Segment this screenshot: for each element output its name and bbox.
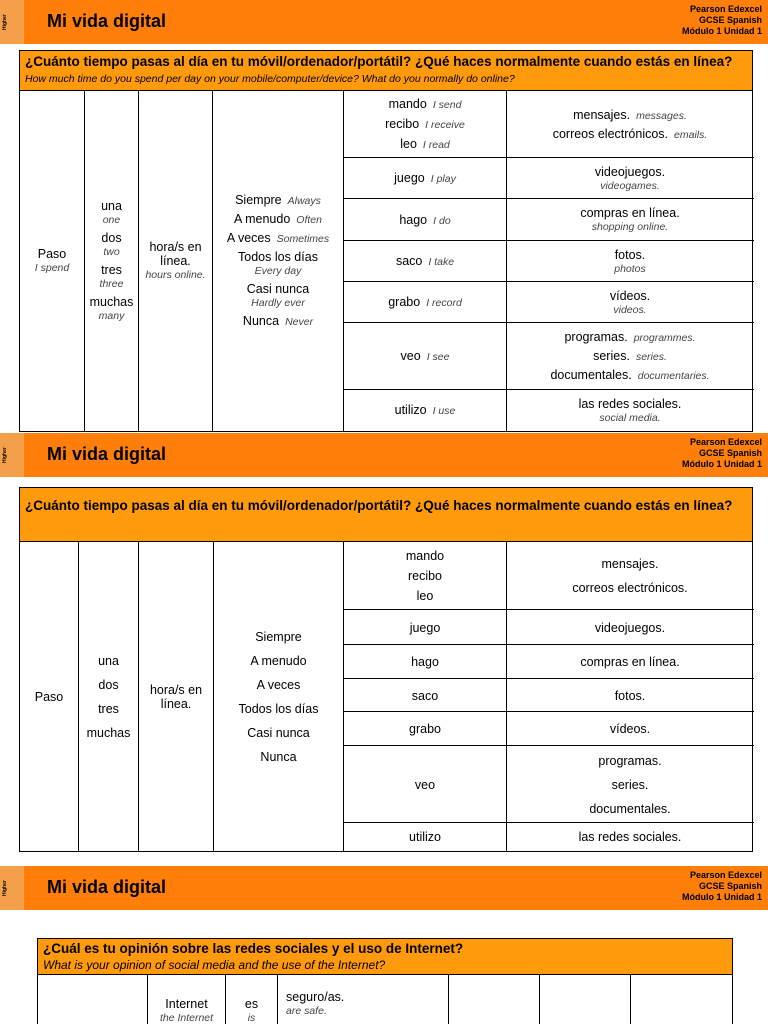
column-empty — [38, 975, 148, 1024]
verb-cell: mando recibo leo — [344, 542, 507, 610]
sentence-builder-1 — [19, 50, 753, 432]
column-subject: Internet the Internet — [148, 975, 226, 1024]
header-banner-1 — [0, 0, 768, 44]
verb-cell: saco — [344, 679, 507, 712]
verb-cell: utilizo I use — [344, 390, 507, 431]
sentence-grid — [20, 91, 752, 431]
row-divider — [344, 711, 754, 712]
row-divider — [344, 822, 754, 823]
row-divider — [344, 389, 754, 390]
object-cell: vídeos. — [609, 722, 651, 736]
row-divider — [344, 240, 754, 241]
row-divider — [344, 609, 754, 610]
verb-cell: grabo — [344, 712, 507, 746]
question-translation: How much time do you spend per day on your mobile/computer/device? What do you normally do online? — [25, 73, 515, 85]
object-cell: programas. programmes. series. series. documentales. documentaries. — [550, 330, 710, 382]
column-numbers: una dos tres muchas — [79, 542, 139, 851]
column-numbers: una one dos two tres three muchas many — [85, 91, 139, 431]
question-heading: ¿Cuánto tiempo pasas al día en tu móvil/ordenador/portátil? ¿Qué haces normalmente cuando estás en línea? How much time do you spend per day on your mobile/computer/device? What do you normally do online? — [20, 51, 752, 91]
header-banner-2 — [0, 433, 768, 477]
row-divider — [344, 198, 754, 199]
verb-cell: hago — [344, 645, 507, 679]
question-heading: ¿Cuál es tu opinión sobre las redes sociales y el uso de Internet? What is your opinion of social media and the use of the Internet? — [38, 939, 732, 975]
verb-cell: juego — [344, 610, 507, 645]
row-divider — [344, 281, 754, 282]
object-cell: fotos. photos — [614, 247, 646, 275]
row-divider — [344, 678, 754, 679]
level-label: Higher — [2, 14, 8, 30]
column-empty — [449, 975, 540, 1024]
verb-cell: utilizo — [344, 823, 507, 851]
header-banner-3 — [0, 866, 768, 910]
column-frequency: Siempre A menudo A veces Todos los días Casi nunca Nunca — [214, 542, 344, 851]
verb-cell: hago I do — [344, 199, 507, 241]
verb-cell: veo — [344, 746, 507, 823]
page-title: Mi vida digital — [47, 444, 167, 464]
object-cell: programas. series. documentales. — [589, 753, 671, 816]
row-divider — [344, 157, 754, 158]
column-paso: Paso I spend — [20, 91, 85, 431]
publisher-info: Pearson Edexcel GCSE Spanish Módulo 1 Unidad 1 — [682, 4, 762, 36]
level-label: Higher — [2, 880, 8, 896]
page-title: Mi vida digital — [47, 11, 167, 31]
verb-cell: saco I take — [344, 241, 507, 282]
column-paso: Paso — [20, 542, 79, 851]
column-adjective: seguro/as. are safe. — [278, 975, 449, 1024]
object-cell: videojuegos. videogames. — [594, 164, 666, 192]
column-hours: hora/s en línea. hours online. — [139, 91, 213, 431]
row-divider — [344, 322, 754, 323]
verb-cell: grabo I record — [344, 282, 507, 323]
object-cell: videojuegos. — [594, 620, 666, 635]
object-cell: mensajes. correos electrónicos. — [572, 557, 688, 595]
column-hours: hora/s en línea. — [139, 542, 214, 851]
object-cell: vídeos. videos. — [609, 288, 651, 316]
object-cell: mensajes. messages. correos electrónicos. emails. — [552, 107, 708, 141]
object-cell: compras en línea. — [580, 655, 680, 669]
level-label: Higher — [2, 447, 8, 463]
column-empty — [540, 975, 631, 1024]
column-verb: es is — [226, 975, 278, 1024]
sentence-grid — [20, 542, 752, 851]
sentence-builder-2 — [19, 487, 753, 852]
column-frequency: Siempre Always A menudo Often A veces Sometimes Todos los días Every day Casi nunca Hardly ever Nunca Never — [213, 91, 344, 431]
verb-cell: mando I send recibo I receive leo I read — [344, 91, 507, 158]
row-divider — [344, 644, 754, 645]
question-heading: ¿Cuánto tiempo pasas al día en tu móvil/ordenador/portátil? ¿Qué haces normalmente cuando estás en línea? — [20, 488, 752, 542]
publisher-info: Pearson Edexcel GCSE Spanish Módulo 1 Unidad 1 — [682, 437, 762, 469]
page-title: Mi vida digital — [47, 877, 167, 897]
verb-cell: juego I play — [344, 158, 507, 199]
object-cell: las redes sociales. — [578, 830, 682, 844]
verb-cell: veo I see — [344, 323, 507, 390]
column-empty — [631, 975, 734, 1024]
publisher-info: Pearson Edexcel GCSE Spanish Módulo 1 Unidad 1 — [682, 870, 762, 902]
object-cell: compras en línea. shopping online. — [580, 206, 680, 233]
opinion-sentence-builder — [37, 938, 733, 1024]
question-translation: What is your opinion of social media and the use of the Internet? — [43, 958, 386, 972]
object-cell: las redes sociales. social media. — [578, 396, 682, 424]
object-cell: fotos. — [614, 688, 646, 703]
row-divider — [344, 745, 754, 746]
